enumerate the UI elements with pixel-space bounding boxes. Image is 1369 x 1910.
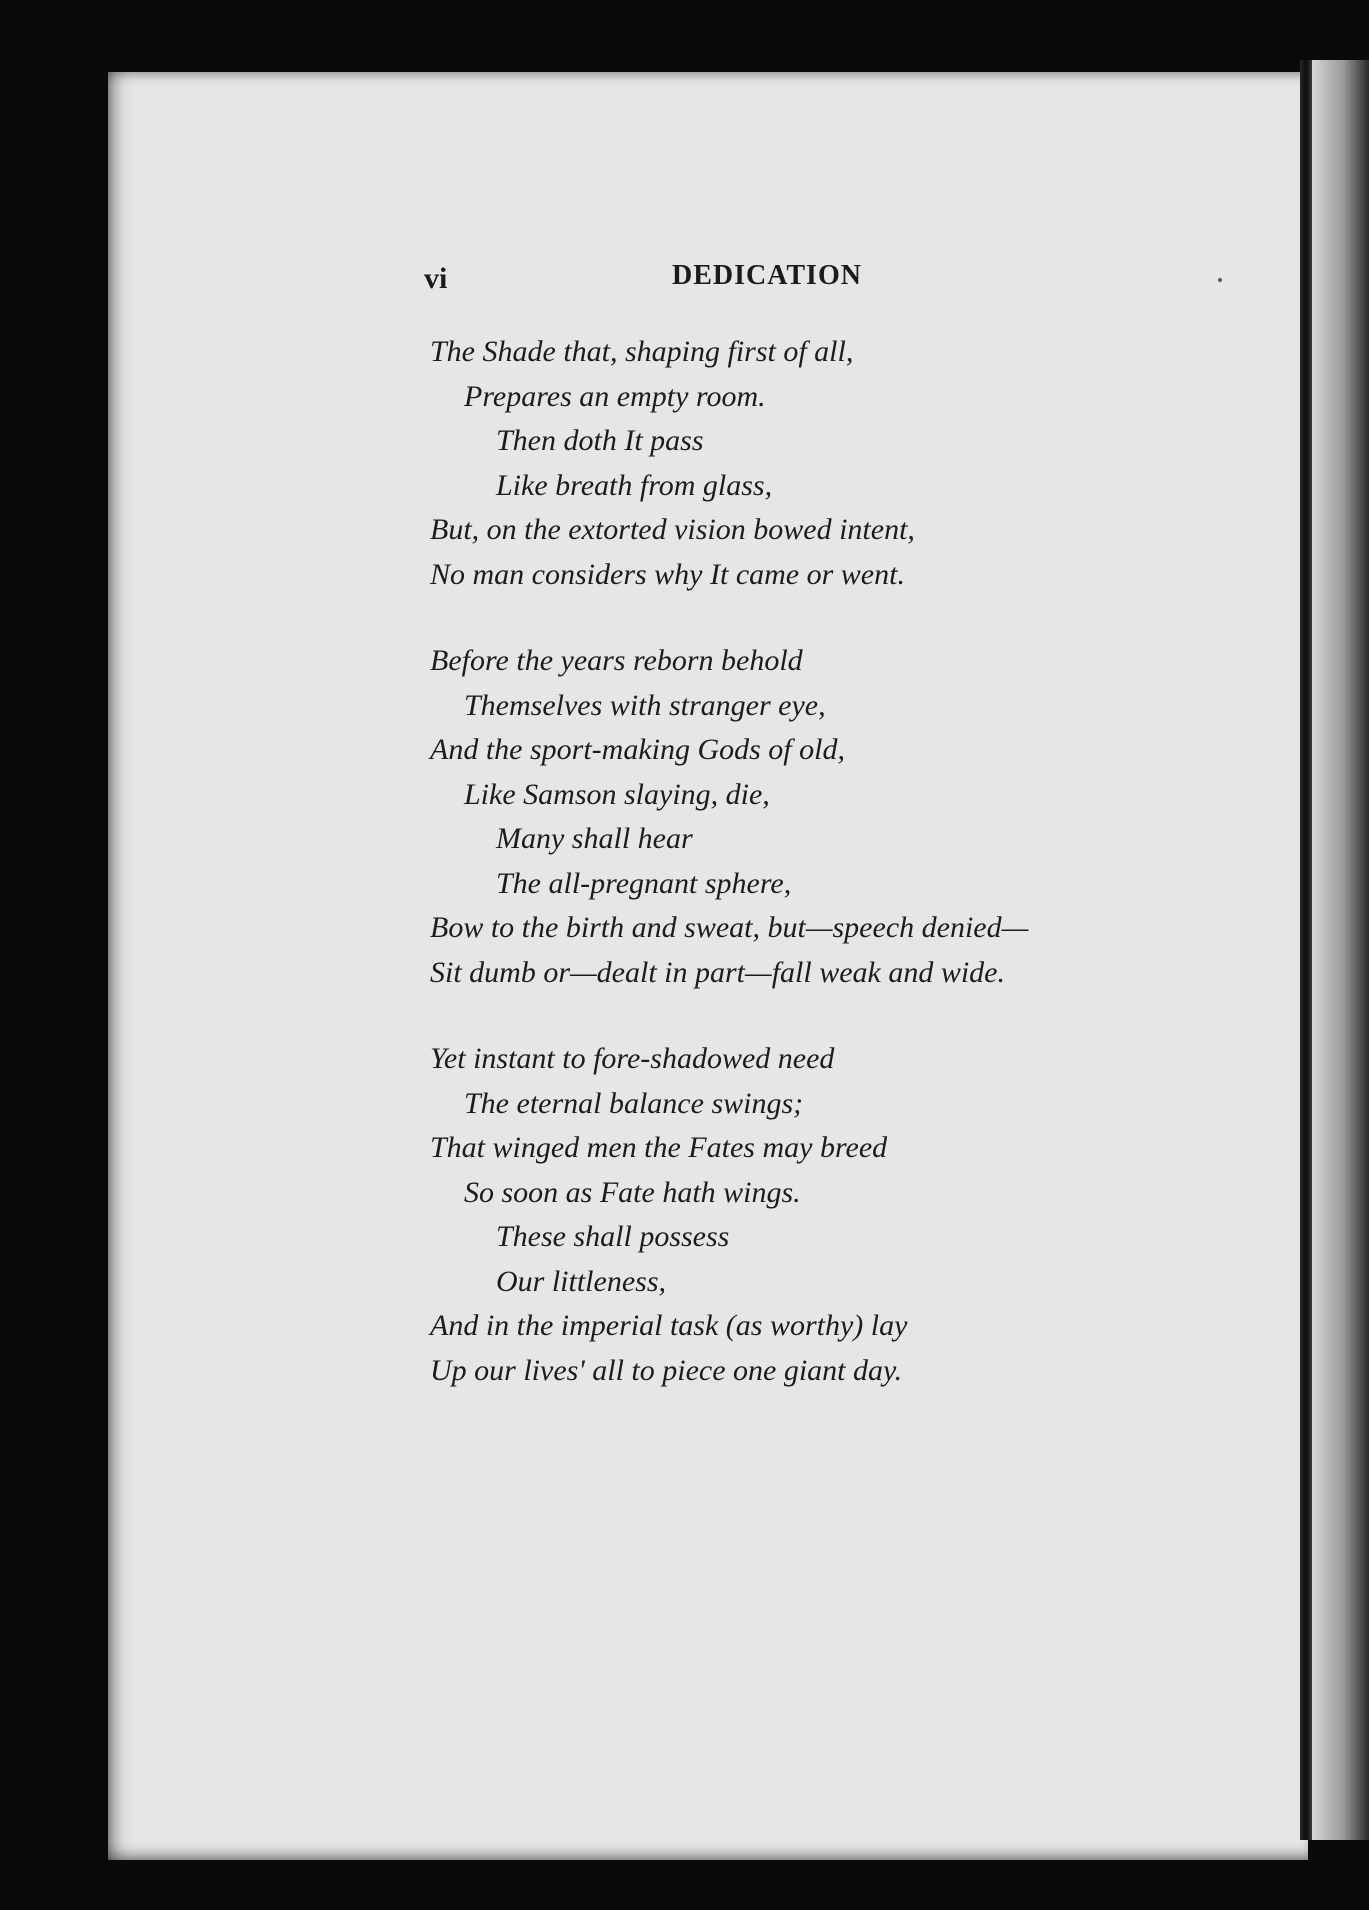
poem-line: Before the years reborn behold [430,644,803,677]
stanza [430,639,1150,995]
poem-line: And the sport-making Gods of old, [430,733,845,766]
poem-line: Yet instant to fore-shadowed need [430,1042,835,1075]
poem-line: Themselves with stranger eye, [464,688,826,722]
page-gutter [1300,60,1312,1840]
poem-line: Prepares an empty room. [464,379,766,413]
poem-line: The all-pregnant sphere, [496,866,792,900]
stanza [430,1037,1150,1393]
poem-line: But, on the extorted vision bowed intent, [430,513,915,546]
poem-line: So soon as Fate hath wings. [464,1175,801,1209]
poem-line: The Shade that, shaping first of all, [430,335,854,368]
poem-line: Sit dumb or—dealt in part—fall weak and wide. [430,955,1005,989]
poem-line: Up our lives' all to piece one giant day. [430,1353,903,1387]
poem-line: The eternal balance swings; [464,1086,804,1120]
stanza [430,330,1150,597]
poem-line: Then doth It pass [496,424,704,457]
poem-line: Bow to the birth and sweat, but—speech denied— [430,911,1029,944]
poem-line: Many shall hear [496,822,693,855]
running-head: DEDICATION [672,260,862,291]
page-number: vi [424,262,448,295]
poem-line: Like Samson slaying, die, [464,777,770,811]
poem-line: Like breath from glass, [496,468,773,502]
poem-line: No man considers why It came or went. [430,557,905,591]
facing-page-edge [1312,60,1369,1840]
poem [430,330,1150,1393]
poem-line: These shall possess [496,1220,730,1253]
poem-line: Our littleness, [496,1264,666,1298]
poem-line: And in the imperial task (as worthy) lay [430,1309,908,1342]
poem-line: That winged men the Fates may breed [430,1131,888,1164]
scan-speck [1218,278,1222,282]
